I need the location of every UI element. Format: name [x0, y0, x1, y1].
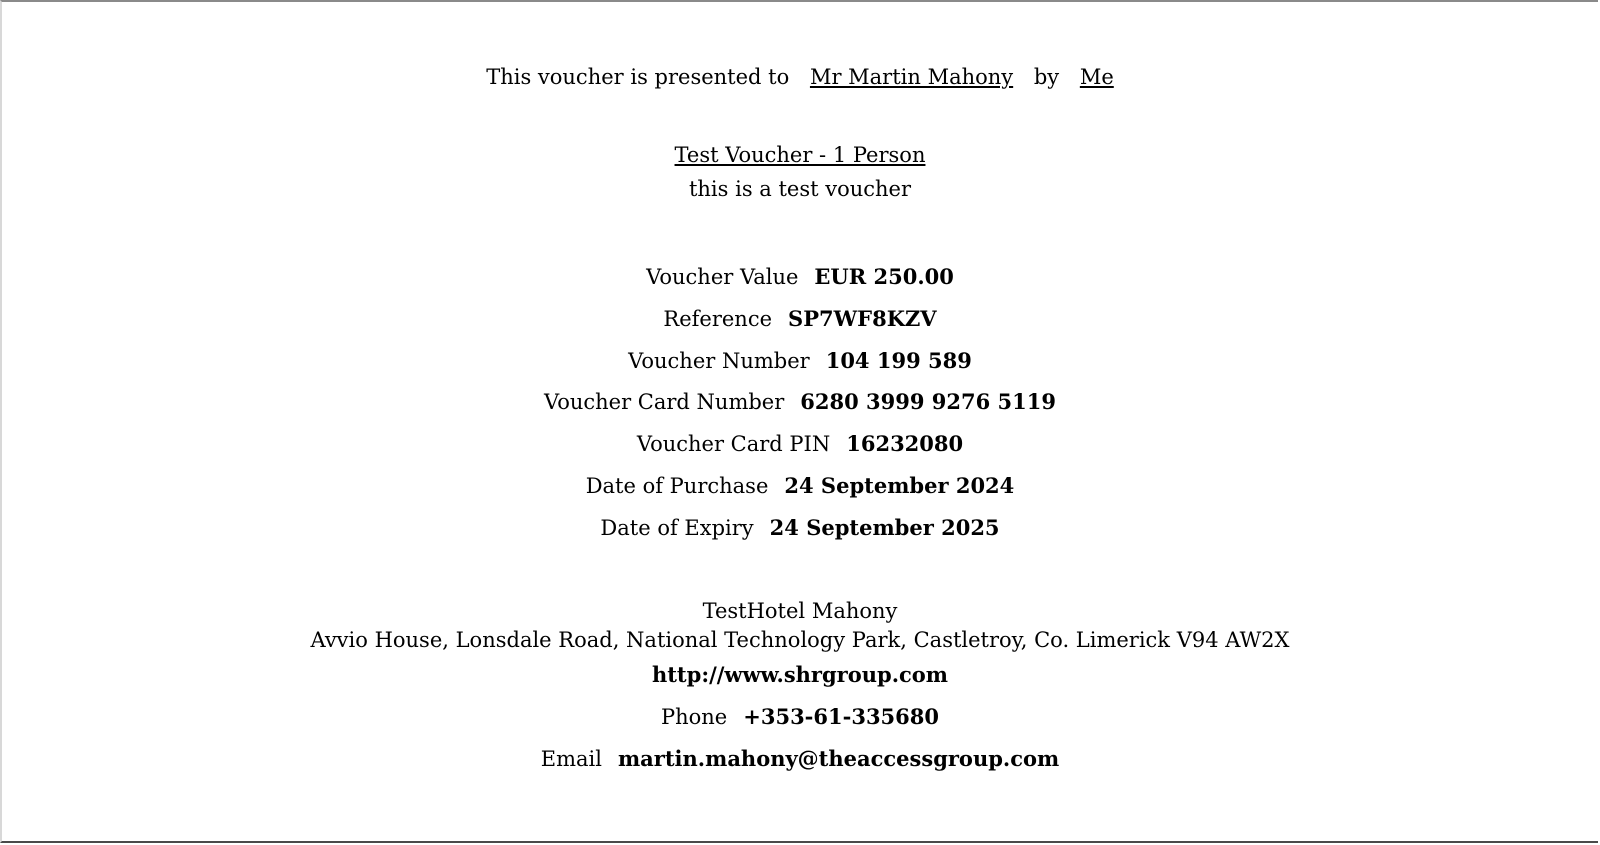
detail-row-date-of-purchase	[0, 471, 1600, 513]
voucher-description: this is a test voucher	[688, 177, 912, 201]
detail-value: 24 September 2024	[784, 472, 1015, 498]
detail-value: 104 199 589	[825, 347, 972, 373]
detail-value: SP7WF8KZV	[788, 305, 937, 331]
detail-value: 6280 3999 9276 5119	[800, 389, 1057, 415]
email-value: martin.mahony@theaccessgroup.com	[617, 745, 1060, 771]
detail-label: Date of Expiry	[600, 515, 754, 540]
detail-label: Voucher Number	[628, 348, 810, 373]
contact-row-phone	[0, 702, 1600, 744]
hotel-website: http://www.shrgroup.com	[651, 662, 949, 687]
detail-value: 16232080	[846, 431, 964, 457]
detail-value: EUR 250.00	[814, 264, 954, 289]
detail-label: Date of Purchase	[585, 473, 769, 498]
detail-row-reference	[0, 304, 1600, 346]
presented-prefix: This voucher is presented to	[486, 65, 790, 89]
detail-label: Reference	[663, 306, 773, 331]
detail-label: Voucher Value	[646, 265, 799, 289]
hotel-contacts	[0, 702, 1600, 786]
contact-label: Phone	[660, 705, 728, 729]
detail-label: Voucher Card PIN	[636, 432, 831, 457]
voucher-title: Test Voucher - 1 Person	[674, 143, 926, 167]
detail-row-voucher-number	[0, 346, 1600, 388]
contact-label: Email	[540, 746, 602, 771]
voucher-details	[0, 262, 1600, 555]
detail-label: Voucher Card Number	[543, 390, 785, 415]
by-label: by	[1033, 65, 1060, 89]
detail-row-voucher-value	[0, 262, 1600, 304]
detail-row-card-pin	[0, 429, 1600, 471]
contact-row-email	[0, 744, 1600, 786]
presented-line	[0, 62, 1600, 92]
detail-value: 24 September 2025	[769, 514, 1000, 540]
detail-row-date-of-expiry	[0, 513, 1600, 555]
phone-value: +353-61-335680	[743, 704, 940, 729]
giver-name: Me	[1079, 65, 1114, 89]
hotel-address: Avvio House, Lonsdale Road, National Technology Park, Castletroy, Co. Limerick V94 AW2X	[310, 628, 1290, 652]
hotel-name: TestHotel Mahony	[702, 599, 898, 623]
detail-row-card-number	[0, 387, 1600, 429]
voucher-title-line	[0, 140, 1600, 170]
recipient-name: Mr Martin Mahony	[809, 65, 1014, 89]
